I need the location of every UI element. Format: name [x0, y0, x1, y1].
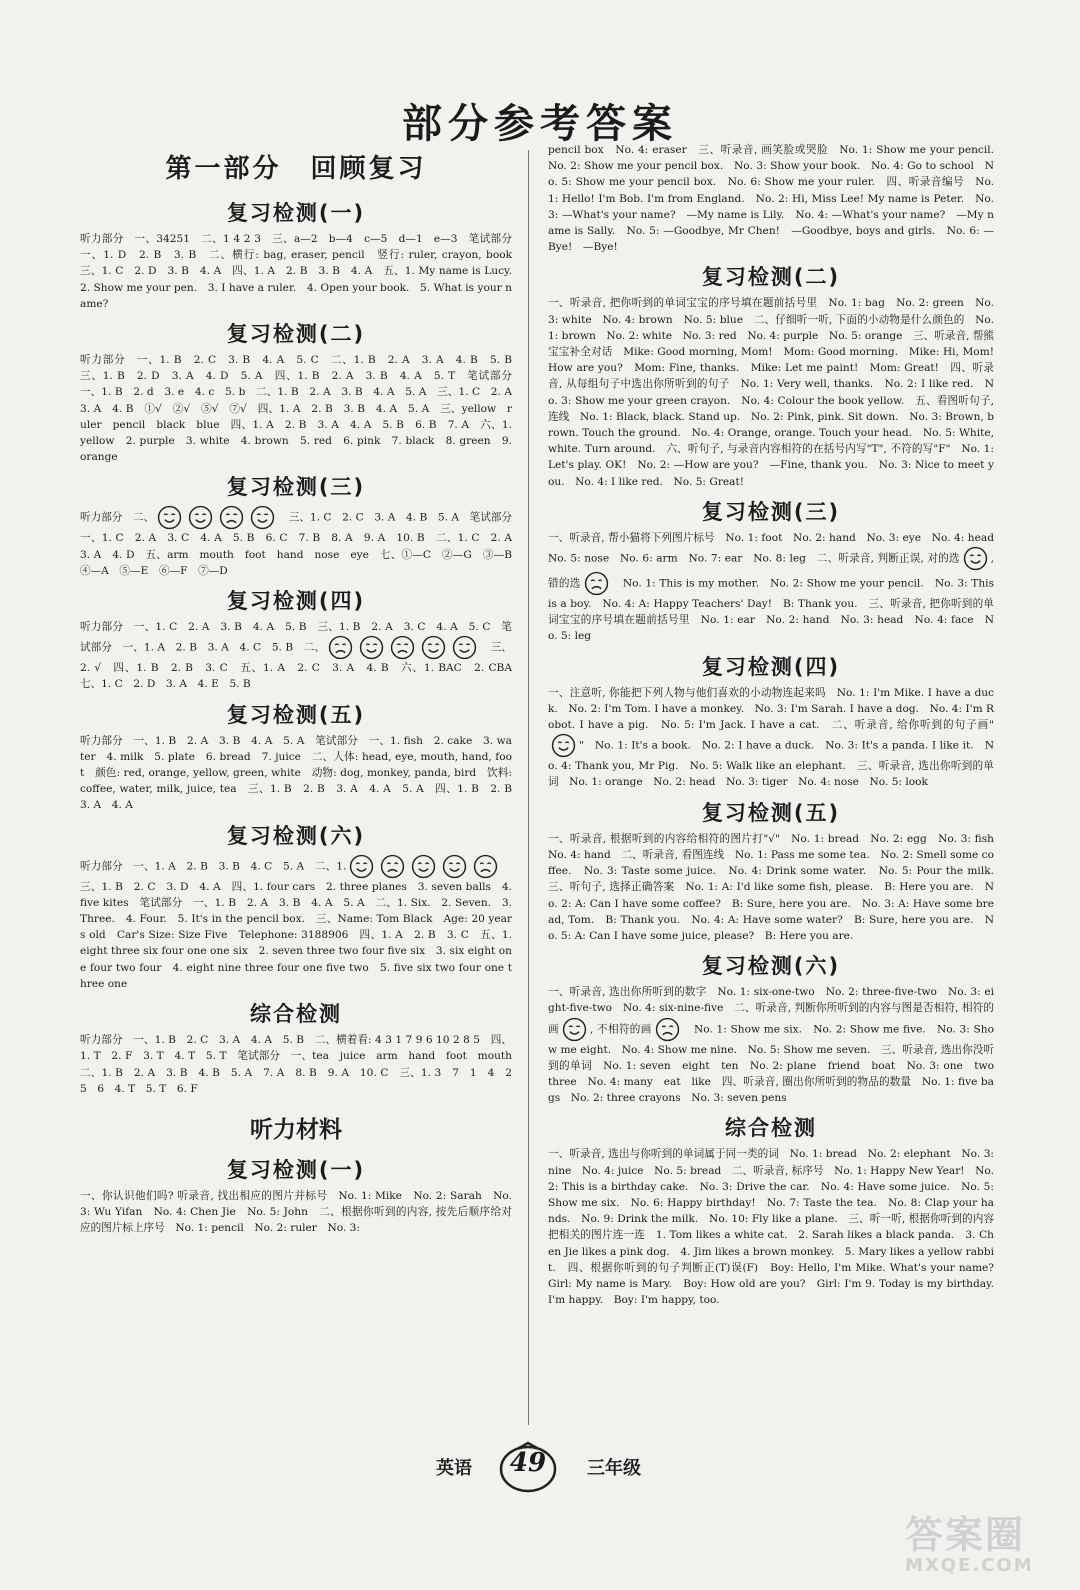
- smiley-face-icon: [452, 635, 477, 660]
- answer-text-segment: 一、听录音, 把你听到的单词宝宝的序号填在题前括号里 No. 1: bag No. 2: green No. 3: white No. 4: brown No. 5: blue 二、仔细听一听, 下面的小动物是什么颜色的 No. 1: brown No. 2: white No. 3: red No. 4: purple No. 5: orange 三、听录音, 帮熊宝宝补全对话 Mike: Good morning, Mom! Mom: Good morning. Mike: Hi, Mom! How are you? Mom: Fine, thanks. Mike: Let me paint! Mom: Great! 四、听录音, 从每组句子中选出你所听到的句子 No. 1: Very well, thanks. No. 2: I like red. No. 3: Show me your green crayon. No. 4: Colour the book yellow. 五、看图听句子, 连线 No. 1: Black, black. Stand up. No. 2: Pink, pink. Sit down. No. 3: Brown, brown. Touch the ground. No. 4: Orange, orange. Touch your head. No. 5: White, white. Turn around. 六、听句子, 与录音内容相符的在括号内写"T", 不符的写"F" No. 1: Let's play. OK! No. 2: —How are you? —Fine, thank you. No. 3: Nice to meet you. No. 4: I like red. No. 5: Great!: [548, 297, 994, 488]
- listening-title: 听力材料: [250, 1116, 342, 1143]
- section-title: 复习检测(三): [226, 475, 366, 500]
- answer-text: [80, 352, 523, 465]
- answer-text-segment: , 不相符的画: [589, 1023, 652, 1036]
- answer-text: [80, 1188, 512, 1237]
- answer-text: [80, 619, 523, 693]
- page-title: 部分参考答案: [402, 101, 678, 147]
- answer-text-segment: 听力部分 一、1. B 2. C 3. A 4. A 5. B 二、横着看: 4 3 1 7 9 6 10 2 8 5 四、1. T 2. F 3. T 4. T 5. T 笔试部分 一、tea juice arm hand foot mouth 二、1. B 2. A 3. B 4. B 5. A 7. A 8. B 9. A 10. C 三、1. 3 7 1 4 2 5 6 4. T 5. T 6. F: [80, 1034, 523, 1095]
- answer-text-segment: " No. 1: It's a book. No. 2: I have a duck. No. 3: It's a panda. I like it. No. 4: Thank you, Mr Pig. No. 5: Walk like an elephant. 三、听录音, 选出你听到的单词 No. 1: orange No. 2: head No. 3: tiger No. 4: nose No. 5: look: [548, 739, 994, 789]
- listening-sections: [80, 1154, 512, 1237]
- part-title: 第一部分 回顾复习: [165, 154, 427, 184]
- answer-text: [80, 1032, 523, 1097]
- answer-text-segment: 一、听录音, 选出与你听到的单词属于同一类的词 No. 1: bread No. 2: elephant No. 3: nine No. 4: juice No. 5: bread 二、听录音, 标序号 No. 1: Happy New Year! No. 2: This is a birthday cake. No. 3: Drive the car. No. 4: Have some juice. No. 5: Show me six. No. 6: Happy birthday! No. 7: Taste the tea. No. 8: Clap your hands. No. 9: Drink the milk. No. 10: Fly like a plane. 三、听一听, 根据你听到的内容把相关的图片连一连 1. Tom likes a white cat. 2. Sarah likes a black panda. 3. Chen Jie likes a pink dog. 4. Jim likes a brown monkey. 5. Mary likes a yellow rabbit. 四、根据你听到的句子判断正(T)误(F) Boy: Hello, I'm Mike. What's your name? Girl: My name is Mary. Boy: How old are you? Girl: I'm 9. Today is my birthday. I'm happy. Boy: I'm happy, too.: [548, 1148, 1005, 1307]
- answer-text: [80, 854, 512, 992]
- answer-text: [548, 142, 1005, 255]
- answer-text-segment: 一、注意听, 你能把下列人物与他们喜欢的小动物连起来吗 No. 1: I'm Mike. I have a duck. No. 2: I'm Tom. I have a monkey. No. 3: I'm Sarah. I have a dog. No. 4: I'm Robot. I have a pig. No. 5: I'm Jack. I have a cat. 二、听录音, 给你听到的句子画": [548, 686, 994, 732]
- answer-text-segment: 一、你认识他们吗? 听录音, 找出相应的图片并标号 No. 1: Mike No. 2: Sarah No. 3: Wu Yifan No. 4: Chen Jie No. 5: John 二、根据你听到的内容, 按先后顺序给对应的图片标上序号 No. 1: pencil No. 2: ruler No. 3:: [80, 1189, 512, 1235]
- sad-face-icon: [219, 505, 244, 530]
- answer-text-segment: No. 1: Show me six. No. 2: Show me five. No. 3: Show me eight. No. 4: Show me nine. No. 5: Show me seven. 三、听录音, 选出你没听到的单词 No. 1: seven eight ten No. 2: plane friend boat No. 3: one two three No. 4: many eat like 四、听录音, 圈出你所听到的物品的数量 No. 1: five bags No. 2: three crayons No. 3: seven pens: [548, 1023, 1005, 1105]
- answer-text-segment: 听力部分 一、1. B 2. A 3. B 4. A 5. A 笔试部分 一、1. fish 2. cake 3. water 4. milk 5. plate 6. bread 7. juice 二、人体: head, eye, mouth, hand, foot 颜色: red, orange, yellow, green, white 动物: dog, monkey, panda, bird 饮料: coffee, water, milk, juice, tea 三、1. B 2. B 3. A 4. A 5. A 四、1. B 2. B 3. A 4. A: [80, 734, 523, 812]
- page-footer: [0, 1434, 1080, 1494]
- answer-text: [548, 295, 994, 489]
- section-title: 综合检测: [250, 1002, 342, 1027]
- smiley-face-icon: [442, 854, 467, 879]
- smiley-face-icon: [359, 635, 384, 660]
- smiley-face-icon: [411, 854, 436, 879]
- answer-text: [548, 685, 994, 791]
- smiley-face-icon: [551, 733, 576, 758]
- answer-text-segment: 三、2. √ 四、1. B 2. B 3. C 五、1. A 2. C 3. A 4. B 六、1. BAC 2. CBA 七、1. C 2. D 3. A 4. E 5. B: [80, 641, 523, 691]
- answer-text-segment: 听力部分 一、1. C 2. A 3. B 4. A 5. B 三、1. B 2. A 3. C 4. A 5. C 笔试部分 一、1. A 2. B 3. A 4. C 5. B 二、: [80, 621, 512, 654]
- sad-face-icon: [584, 571, 609, 596]
- page-number: 49: [509, 1448, 547, 1478]
- answer-text-segment: 一、听录音, 帮小猫将下列图片标号 No. 1: foot No. 2: hand No. 3: eye No. 4: head No. 5: nose No. 6: arm No. 7: ear No. 8: leg 二、听录音, 判断正误, 对的选: [548, 531, 1005, 565]
- section-title: 复习检测(三): [701, 499, 841, 524]
- column-divider: [528, 150, 529, 1425]
- answer-text: [80, 733, 523, 814]
- watermark-logo-text: 答案圈: [905, 1513, 1026, 1557]
- smiley-face-icon: [963, 546, 988, 571]
- watermark-url: MXQE.COM: [905, 1555, 1034, 1576]
- sad-face-icon: [655, 1017, 680, 1042]
- answer-text-segment: 一、听录音, 根据听到的内容给相符的图片打"√" No. 1: bread No. 2: egg No. 3: fish No. 4: hand 二、听录音, 看图连线 No. 1: Pass me some tea. No. 2: Smell some coffee. No. 3: Taste some juice. No. 4: Drink some water. No. 5: Pour the milk. 三、听句子, 选择正确答案 No. 1: A: I'd like some fish, please. B: Here you are. No. 2: A: Can I have some coffee? B: Sure, here you are. No. 3: A: Have some bread, Tom. B: Thank you. No. 4: A: Have some water? B: Sure, here you are. No. 5: A: Can I have some juice, please? B: Here you are.: [548, 832, 1005, 942]
- answer-text: [548, 530, 1005, 645]
- answer-text-segment: pencil box No. 4: eraser 三、听录音, 画笑脸或哭脸 No. 1: Show me your pencil. No. 2: Show me your pencil box. No. 3: Show your book. No. 4: Go to school No. 5: Show me your pencil box. No. 6: Show me your ruler. 四、听录音编号 No. 1: Hello! I'm Bob. I'm from England. No. 2: Hi, Miss Lee! My name is Peter. No. 3: —What's your name? —My name is Lily. No. 4: —What's your name? —My name is Sally. No. 5: —Goodbye, Mr Chen! —Goodbye, boys and girls. No. 6: —Bye! —Bye!: [548, 144, 1005, 254]
- left-column: [80, 142, 523, 1237]
- answer-text: [548, 984, 1005, 1106]
- section-title: 复习检测(一): [226, 1157, 366, 1182]
- smiley-face-icon: [188, 505, 213, 530]
- section-title: 复习检测(四): [701, 654, 841, 679]
- answer-text-segment: No. 1: This is my mother. No. 2: Show me your pencil. No. 3: This is a boy. No. 4: A: Happy Teachers' Day! B: Thank you. 三、听录音, 把你听到的单词宝宝的序号填在题前括号里 No. 1: ear No. 2: hand No. 3: head No. 4: face No. 5: leg: [548, 577, 995, 643]
- sad-face-icon: [390, 635, 415, 660]
- right-column: [548, 142, 1005, 1308]
- watermark: [905, 1515, 1065, 1575]
- answer-text-segment: 听力部分 一、1. A 2. B 3. B 4. C 5. A 二、1.: [80, 860, 347, 873]
- section-title: 复习检测(一): [226, 201, 366, 225]
- section-title: 复习检测(五): [701, 800, 841, 825]
- section-title: 复习检测(五): [226, 702, 366, 727]
- smiley-face-icon: [421, 635, 446, 660]
- grade-label: 三年级: [587, 1458, 641, 1479]
- section-title: 复习检测(四): [226, 589, 366, 614]
- answer-text: [548, 831, 1005, 944]
- sad-face-icon: [380, 854, 405, 879]
- sad-face-icon: [328, 635, 353, 660]
- section-title: 复习检测(二): [226, 322, 366, 347]
- answer-text: [80, 505, 523, 579]
- answer-text: [548, 1146, 1005, 1308]
- answer-text-segment: 听力部分 一、34251 二、1 4 2 3 三、a—2 b—4 c—5 d—1 e—3 笔试部分 一、1. D 2. B 3. B 二、横行: bag, eraser, pencil 竖行: ruler, crayon, book 三、1. C 2. D 3. B 4. A 四、1. A 2. B 3. B 4. A 五、1. My name is Lucy. 2. Show me your pen. 3. I have a ruler. 4. Open your book. 5. What is your name?: [80, 233, 523, 310]
- answer-text-segment: 三、1. B 2. C 3. D 4. A 四、1. four cars 2. three planes 3. seven balls 4. five kites 笔试部分 一、1. B 2. A 3. B 4. A 5. A 二、1. Six. 2. Seven. 3. Three. 4. Four. 5. It's in the pencil box. 三、Name: Tom Black Age: 20 years old Car's Size: Size Five Telephone: 3188906 四、1. A 2. B 3. C 五、1. eight three six four one one six 2. seven three two four five six 3. six eight one four two four 4. eight nine three four one five two 5. five six two four one three one: [80, 860, 513, 990]
- subject-label: 英语: [436, 1458, 472, 1479]
- right-listening-sections: [548, 142, 1005, 1308]
- smiley-face-icon: [349, 854, 374, 879]
- left-answer-sections: [80, 197, 523, 1097]
- answer-text-segment: 听力部分 二、: [80, 511, 155, 524]
- answer-text-segment: 听力部分 一、1. B 2. C 3. B 4. A 5. C 二、1. B 2. A 3. A 4. B 5. B 三、1. B 2. D 3. A 4. D 5. A 四、1. B 2. A 3. B 4. A 5. T 笔试部分 一、1. B 2. d 3. e 4. c 5. b 二、1. B 2. A 3. B 4. A 5. A 三、1. C 2. A 3. A 4. B ①√ ②√ ⑤√ ⑦√ 四、1. A 2. B 3. B 4. A 5. A 三、yellow ruler pencil black blue 四、1. A 2. B 3. A 4. A 5. B 6. B 7. A 六、1. yellow 2. purple 3. white 4. brown 5. red 6. pink 7. black 8. green 9. orange: [80, 354, 523, 464]
- section-title: 复习检测(六): [701, 954, 841, 979]
- section-title: 综合检测: [725, 1116, 817, 1141]
- sad-face-icon: [473, 854, 498, 879]
- answer-text-segment: 三、1. C 2. C 3. A 4. B 5. A 笔试部分 一、1. C 2. A 3. C 4. A 5. B 6. C 7. B 8. A 9. A 10. B 二、1. C 2. A 3. A 4. D 五、arm mouth foot hand nose eye 七、①—C ②—G ③—B ④—A ⑤—E ⑥—F ⑦—D: [80, 511, 523, 577]
- section-title: 复习检测(二): [701, 265, 841, 290]
- answer-text-segment: , 错的选: [548, 552, 994, 590]
- answer-text-segment: 一、听录音, 选出你所听到的数字 No. 1: six-one-two No. 2: three-five-two No. 3: eight-five-two No. 4: six-nine-five 二、听录音, 判断你所听到的内容与图是否相符, 相符的画: [548, 986, 994, 1036]
- smiley-face-icon: [250, 505, 275, 530]
- smiley-face-icon: [157, 505, 182, 530]
- answer-text: [80, 231, 523, 312]
- smiley-face-icon: [562, 1017, 587, 1042]
- section-title: 复习检测(六): [226, 823, 366, 848]
